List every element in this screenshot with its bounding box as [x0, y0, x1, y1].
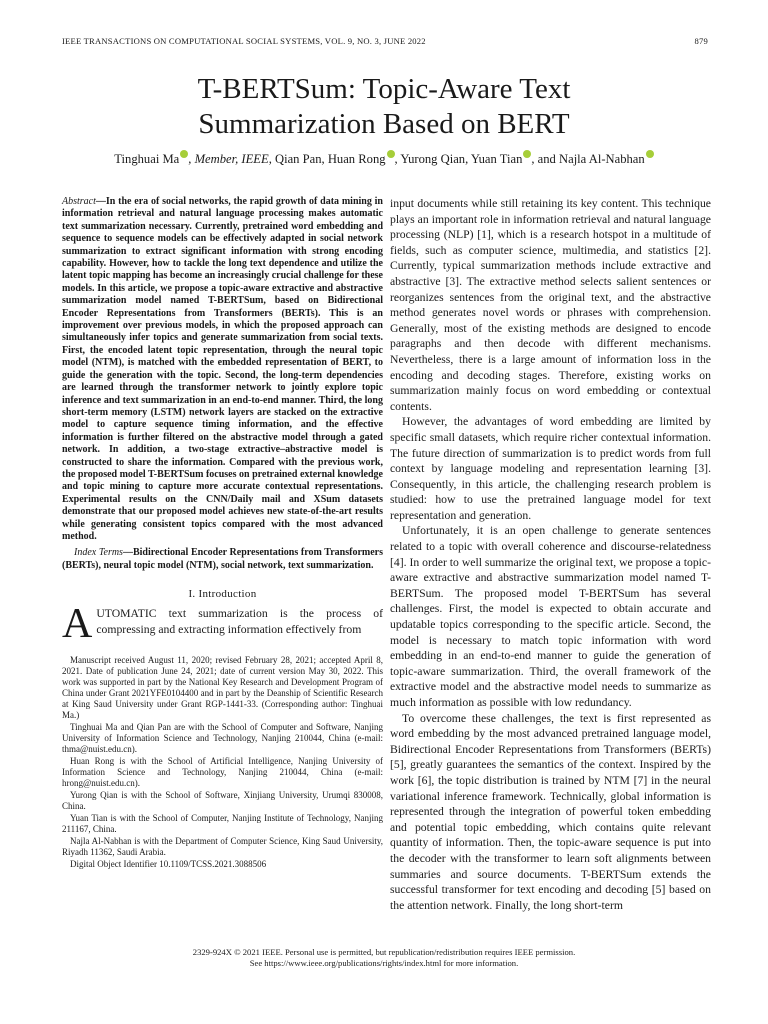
body-paragraph: To overcome these challenges, the text is first represented as word embedding by the most advanced pretrained language model, Bidirectional Encoder Representations from Transformers (BERTs) [5], greatly guarantees the semantics of the context. Inspired by the work [6], the topic distribution is trained by NTM [7] in the neural variational inference framework. Technically, global information is represented through the integration of powerful token embedding and potential topic embedding, which contains quite relevant quantity of information. Then, the topic-aware sequence is put into the decoder with the transformer to learn soft alignments between summaries and source documents. T-BERTSum extends the successful transformer for text encoding and decoding [5] based on the attention network. Finally, the long short-term	[390, 711, 711, 912]
running-header	[62, 36, 708, 46]
index-terms-label: Index Terms	[74, 547, 123, 559]
doi-line: Digital Object Identifier 10.1109/TCSS.2021.3088506	[70, 859, 267, 870]
footnote: Yurong Qian is with the School of Software, Xinjiang University, Urumqi 830008, China.	[62, 790, 383, 812]
footnote: Huan Rong is with the School of Artificial Intelligence, Nanjing University of Information Science and Technology, Nanjing 210044, China (e-mail: hrong@nuist.edu.cn).	[62, 756, 383, 789]
drop-cap: A	[62, 601, 93, 648]
orcid-icon[interactable]	[387, 150, 395, 158]
index-terms: Index Terms—Bidirectional Encoder Representations from Transformers (BERTs), neural topic model (NTM), social network, text summarization.	[62, 547, 383, 571]
author-name: Qian Pan, Huan Rong	[275, 152, 386, 166]
author-role: Member, IEEE	[194, 152, 269, 166]
footnote: Manuscript received August 11, 2020; revised February 28, 2021; accepted April 8, 2021. Date of publication June 24, 2021; date of current version May 30, 2022. This work was supported in part by the National Key Research and Development Program of China under Grant 2021YFE0104400 and in part by the Deanship of Scientific Research at King Saud University under Grant RGP-1441-33. (Corresponding author: Tinghuai Ma.)	[62, 655, 383, 721]
body-paragraph: Unfortunately, it is an open challenge to generate sentences related to a topic with overall coherence and discourse-relatedness [4]. In order to well summarize the original text, we propose a topic-aware extractive and abstractive summarization model named T-BERTSum. The proposed model T-BERTSum has several challenges. First, the model is expected to obtain accurate and updatable topics corresponding to the specific article. Second, the model is necessary to match topic information with word embedding in an end-to-end manner to guide the generation of topic-aware summarization. Third, the overall framework of the extractive model and the abstractive model needs to summarize as much information as possible with low redundancy.	[390, 524, 711, 709]
page-number: 879	[694, 36, 708, 46]
body-paragraph: However, the advantages of word embedding are limited by specific small datasets, which require richer contextual information. The future direction of summarization is to predict words from full context by language modeling and representation learning [3]. Consequently, in this article, the challenging research problem is studied: how to use the pretrained language model for text representation and generation.	[390, 415, 711, 522]
footnotes	[62, 655, 383, 870]
author-name: and Najla Al-Nabhan	[537, 152, 645, 166]
footnote: Yuan Tian is with the School of Computer, Nanjing Institute of Technology, Nanjing 211167, China.	[62, 813, 383, 835]
orcid-icon[interactable]	[180, 150, 188, 158]
left-column	[62, 196, 383, 871]
body-paragraph: input documents while still retaining its key content. This technique plays an important role in information retrieval and natural language processing (NLP) [1], which is a research hotspot in a multitude of fields, such as computer science, multimedia, and statistics [2]. Currently, typical summarization methods include extractive and abstractive [3]. The extractive method selects salient sentences or reorganizes sentences from the original text, and the abstractive method generates novel words or phrases with comprehension. Generally, most of the existing methods are designed to encode paragraphs and then decode with different mechanisms. Nevertheless, there is a large amount of information loss in the encoding and decoding stages. Therefore, existing works on summarization mainly focus on word embedding or contextual contents.	[390, 197, 711, 413]
copyright-line: 2329-924X © 2021 IEEE. Personal use is permitted, but republication/redistribution requires IEEE permission.	[192, 947, 576, 957]
title-line-2: Summarization Based on BERT	[198, 108, 570, 140]
index-terms-text: Bidirectional Encoder Representations from Transformers (BERTs), neural topic model (NTM), social network, text summarization.	[62, 547, 383, 571]
copyright-footer	[0, 947, 768, 969]
abstract-label: Abstract	[62, 196, 96, 207]
intro-text: text summarization is the process of compressing and extracting information effectively from	[96, 607, 383, 636]
abstract: Abstract—In the era of social networks, the rapid growth of data mining in information retrieval and natural language processing makes automatic text summarization necessary. Currently, pretrained word embedding and sequence to sequence models can be effectively adapted in social network summarization to extract significant information with strong encoding capability. However, how to tackle the long text dependence and utilize the latent topic mapping has become an increasingly crucial challenge for these models. In this article, we propose a topic-aware extractive and abstractive summarization model named T-BERTSum, based on Bidirectional Encoder Representations from Transformers (BERTs). This is an improvement over previous models, in which the proposed approach can simultaneously infer topics and generate summarization from social texts. First, the encoded latent topic representation, through the neural topic model (NTM), is matched with the embedded representation of BERT, to guide the generation with the topic. Second, the long-term dependencies are learned through the transformer network to jointly explore topic inference and text summarization in an end-to-end manner. Third, the long short-term memory (LSTM) network layers are stacked on the extractive model to capture sequence timing information, and the effective information is further filtered on the abstractive model through a gated network. In addition, a two-stage extractive–abstractive model is constructed to share the information. Compared with the previous work, the proposed model T-BERTSum focuses on pretrained external knowledge and topic mining to capture more accurate contextual representations. Experimental results on the CNN/Daily mail and XSum datasets demonstrate that our proposed model achieves new state-of-the-art results while generating consistent topics compared with the most advanced method.	[62, 196, 383, 542]
rights-link[interactable]: See https://www.ieee.org/publications/rights/index.html for more information.	[249, 958, 519, 968]
author-name: Tinghuai Ma	[114, 152, 180, 166]
orcid-icon[interactable]	[646, 150, 654, 158]
abstract-text: In the era of social networks, the rapid growth of data mining in information retrieval and natural language processing makes automatic text summarization necessary. Currently, pretrained word embedding and sequence to sequence models can be effectively adapted in social network summarization to extract significant information with strong encoding capability. However, how to tackle the long text dependence and utilize the latent topic mapping has become an increasingly crucial challenge for these models. In this article, we propose a topic-aware extractive and abstractive summarization model named T-BERTSum, based on Bidirectional Encoder Representations from Transformers (BERTs). This is an improvement over previous models, in which the proposed approach can simultaneously infer topics and generate summarization from social texts. First, the encoded latent topic representation, through the neural topic model (NTM), is matched with the embedded representation of BERT, to guide the generation with the topic. Second, the long-term dependencies are learned through the transformer network to jointly explore topic inference and text summarization in an end-to-end manner. Third, the long short-term memory (LSTM) network layers are stacked on the extractive model to capture sequence timing information, and the effective information is further filtered on the abstractive model through a gated network. In addition, a two-stage extractive–abstractive model is constructed to share the information. Compared with the previous work, the proposed model T-BERTSum focuses on pretrained external knowledge and topic mining to capture more accurate contextual representations. Experimental results on the CNN/Daily mail and XSum datasets demonstrate that our proposed model achieves new state-of-the-art results while generating consistent topics compared with the most advanced method.	[62, 196, 383, 542]
paper-title	[0, 72, 768, 142]
intro-first-word: UTOMATIC	[96, 607, 157, 621]
author-list: Tinghuai Ma , Member, IEEE, Qian Pan, Huan Rong , Yurong Qian, Yuan Tian , and Najla Al-Nabhan	[0, 150, 768, 167]
footnote: Tinghuai Ma and Qian Pan are with the School of Computer and Software, Nanjing University of Information Science and Technology, Nanjing 210044, China (e-mail: thma@nuist.edu.cn).	[62, 722, 383, 755]
journal-name: IEEE TRANSACTIONS ON COMPUTATIONAL SOCIAL SYSTEMS, VOL. 9, NO. 3, JUNE 2022	[62, 36, 426, 46]
orcid-icon[interactable]	[523, 150, 531, 158]
intro-paragraph	[62, 601, 383, 648]
section-heading: I. Introduction	[188, 588, 257, 601]
right-column	[390, 196, 711, 913]
title-line-1: T-BERTSum: Topic-Aware Text	[197, 73, 571, 105]
author-name: Yurong Qian, Yuan Tian	[400, 152, 523, 166]
footnote: Najla Al-Nabhan is with the Department of Computer Science, King Saud University, Riyadh 11362, Saudi Arabia.	[62, 836, 383, 858]
